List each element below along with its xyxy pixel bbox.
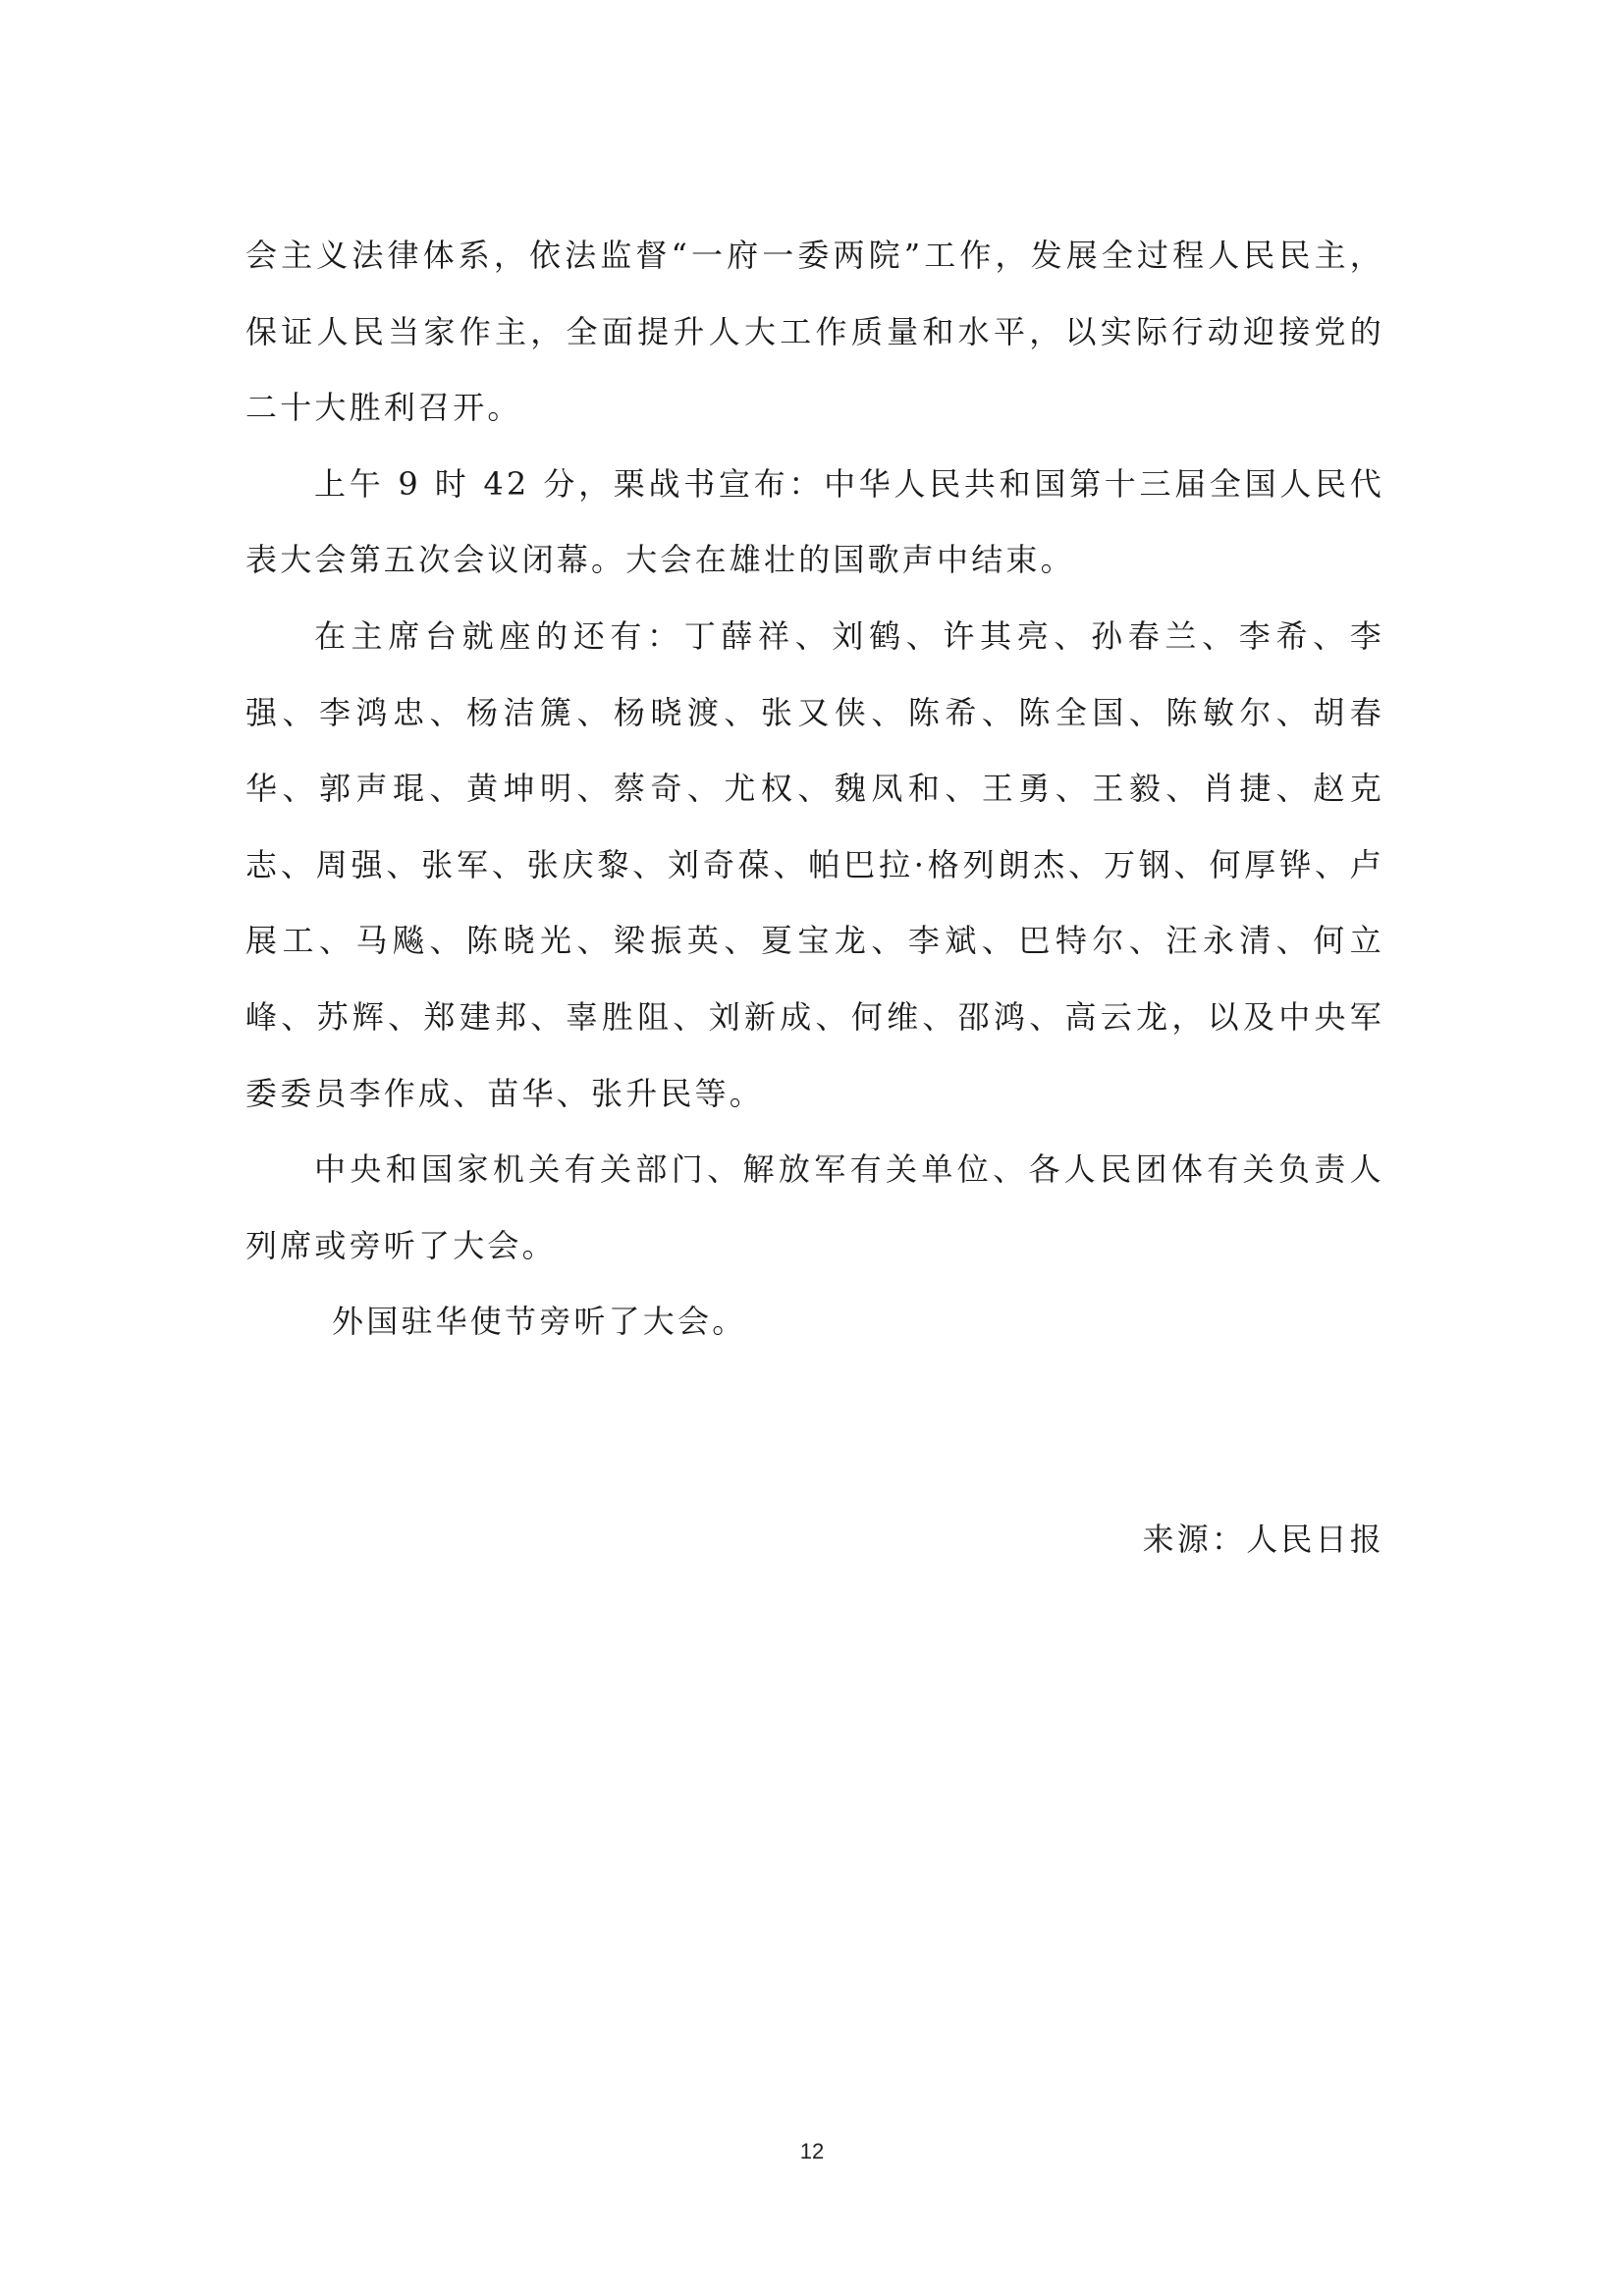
paragraph-nonvoting-attendees: 中央和国家机关有关部门、解放军有关单位、各人民团体有关负责人列席或旁听了大会。 [245, 1150, 1384, 1264]
document-body [245, 218, 1384, 1361]
page-number: 12 [799, 2139, 825, 2163]
source-attribution: 来源：人民日报 [1142, 1521, 1384, 1558]
paragraph-foreign-envoys: 外国驻华使节旁听了大会。 [332, 1303, 747, 1341]
paragraph-presidium-attendees: 在主席台就座的还有：丁薛祥、刘鹤、许其亮、孙春兰、李希、李强、李鸿忠、杨洁篪、杨晓渡、张又侠、陈希、陈全国、陈敏尔、胡春华、郭声琨、黄坤明、蔡奇、尤权、魏凤和、王勇、王毅、肖捷、赵克志、周强、张军、张庆黎、刘奇葆、帕巴拉·格列朗杰、万钢、何厚铧、卢展工、马飚、陈晓光、梁振英、夏宝龙、李斌、巴特尔、汪永清、何立峰、苏辉、郑建邦、辜胜阻、刘新成、何维、邵鸿、高云龙，以及中央军委委员李作成、苗华、张升民等。 [245, 616, 1384, 1112]
paragraph-continuation: 会主义法律体系，依法监督“一府一委两院”工作，发展全过程人民民主，保证人民当家作主，全面提升人大工作质量和水平，以实际行动迎接党的二十大胜利召开。 [245, 237, 1384, 427]
paragraph-closing-announcement: 上午 9 时 42 分，栗战书宣布：中华人民共和国第十三届全国人民代表大会第五次会议闭幕。大会在雄壮的国歌声中结束。 [245, 464, 1384, 579]
